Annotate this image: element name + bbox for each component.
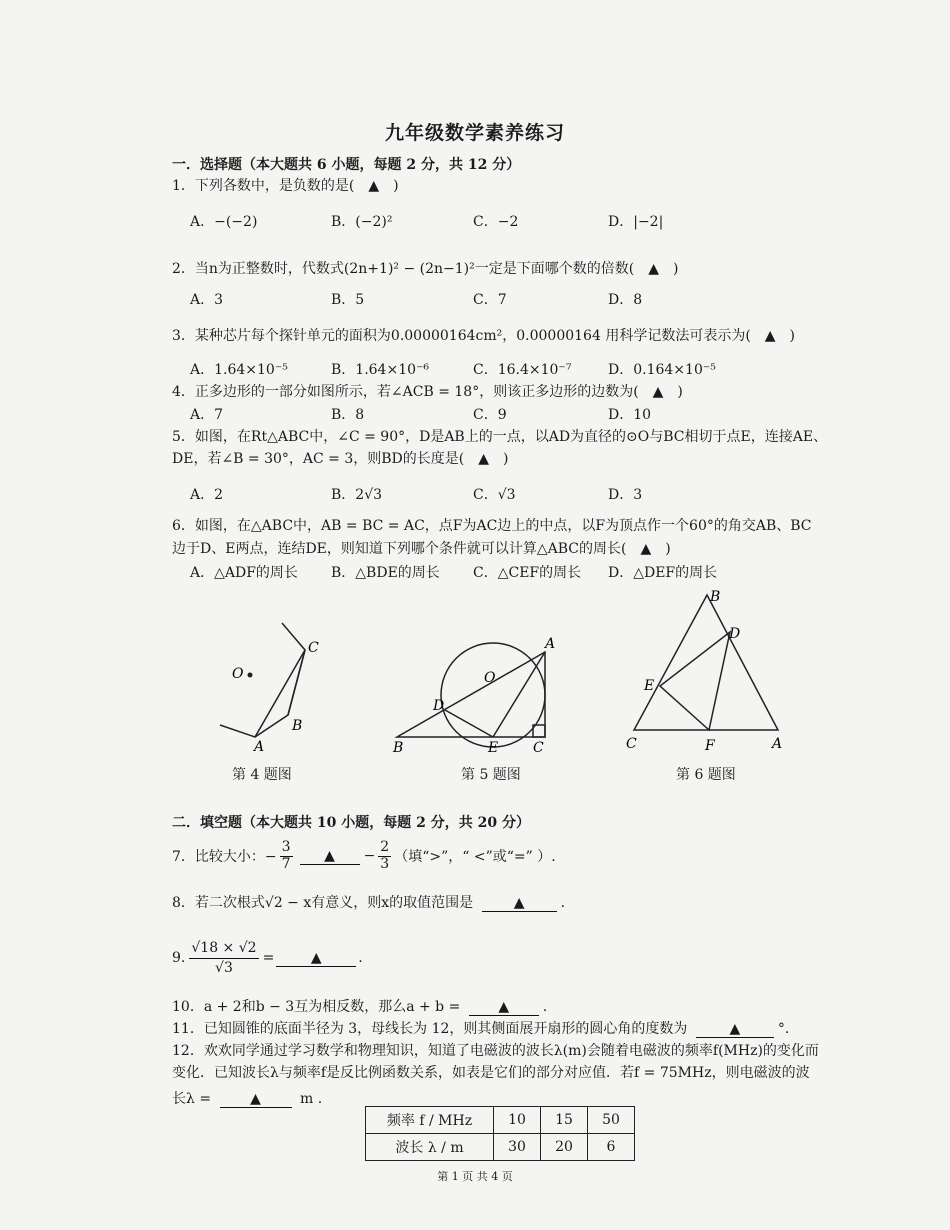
table-cell: 15 [541,1107,588,1134]
label-c: C [308,640,319,656]
q10-answer-blank[interactable]: ▲ [469,999,539,1016]
label-f: F [705,738,715,754]
section-1-heading: 一．选择题（本大题共 6 小题，每题 2 分，共 12 分） [172,157,521,173]
triangle-abc [634,595,778,730]
question-8 [172,892,565,912]
q12-prefix: 长λ = [172,1091,212,1107]
q11-answer-blank[interactable]: ▲ [696,1021,774,1038]
q4-option-d: D．10 [608,407,652,423]
label-b: B [292,718,303,734]
label-e: E [644,678,655,694]
q7-f1-denominator: 7 [281,855,291,872]
question-1-stem: 1．下列各数中，是负数的是( ▲ ) [172,178,399,194]
label-d: D [729,626,741,642]
q3-option-d: D．0.164×10⁻⁵ [608,362,716,378]
q9-denominator: √3 [215,959,233,976]
table-cell: 6 [588,1134,635,1161]
q2-option-b: B．5 [331,292,365,308]
page-title: 九年级数学素养练习 [384,122,565,144]
q2-option-d: D．8 [608,292,643,308]
q7-fraction-1 [280,840,293,872]
q6-option-c: C．△CEF的周长 [473,565,582,581]
q12-suffix: m . [299,1091,323,1107]
question-7 [172,836,556,876]
figure-5-diagram [385,600,570,755]
q6-option-a: A．△ADF的周长 [190,565,298,581]
label-a: A [772,736,783,752]
q3-option-c: C．16.4×10⁻⁷ [473,362,572,378]
q1-option-a: A．−(−2) [190,214,258,230]
table-row [366,1134,635,1161]
q3-option-b: B．1.64×10⁻⁶ [331,362,430,378]
question-6-stem-line2: 边于D、E两点，连结DE，则知道下列哪个条件就可以计算△ABC的周长( ▲ ) [172,541,671,557]
q8-answer-blank[interactable]: ▲ [482,895,557,912]
label-a: A [545,636,556,652]
q4-option-b: B．8 [331,407,365,423]
q2-option-c: C．7 [473,292,507,308]
label-b: B [393,740,404,755]
q5-option-b: B．2√3 [331,487,383,503]
q5-option-d: D．3 [608,487,643,503]
table-row-header: 波长 λ / m [366,1134,494,1161]
figure-4-diagram [210,615,340,755]
q7-minus: − [363,848,376,864]
label-o: O [232,666,244,682]
table-row [366,1107,635,1134]
table-cell: 20 [541,1134,588,1161]
q10-suffix: . [542,999,548,1015]
figure-6-diagram [620,585,795,755]
figure-5-caption: 第 5 题图 [461,767,521,783]
section-2-heading: 二．填空题（本大题共 10 小题，每题 2 分，共 20 分） [172,815,530,831]
q9-equals: = [262,950,275,966]
question-12-line2: 变化．已知波长λ与频率f是反比例函数关系，如表是它们的部分对应值．若f = 75MHz，则电磁波的波 [172,1065,810,1081]
q7-fraction-2 [378,840,391,872]
q11-suffix: °. [777,1021,790,1037]
q8-prefix: 8．若二次根式√2 − x有意义，则x的取值范围是 [172,895,474,911]
q10-prefix: 10．a + 2和b − 3互为相反数，那么a + b = [172,999,461,1015]
q6-option-b: B．△BDE的周长 [331,565,440,581]
q7-prefix: 7．比较大小：− [172,849,277,865]
q9-answer-blank[interactable]: ▲ [276,950,356,967]
label-c: C [626,736,637,752]
label-c: C [533,740,544,755]
circle-o [441,643,545,747]
q7-suffix: （填“>”，“ <”或“=” ）. [394,849,556,865]
q5-option-a: A．2 [190,487,224,503]
label-b: B [710,589,721,605]
label-e: E [488,740,499,755]
q7-answer-blank[interactable]: ▲ [300,848,360,865]
question-11 [172,1018,789,1038]
q4-option-a: A．7 [190,407,224,423]
q9-prefix: 9. [172,950,186,966]
question-5-stem-line2: DE，若∠B = 30°，AC = 3，则BD的长度是( ▲ ) [172,451,509,467]
table-row-header: 频率 f / MHz [366,1107,494,1134]
question-10 [172,996,547,1016]
question-5-stem-line1: 5．如图，在Rt△ABC中，∠C = 90°，D是AB上的一点，以AD为直径的⊙O与BC相切于点E，连接AE、 [172,429,828,445]
triangle-def [660,632,730,730]
question-6-stem-line1: 6．如图，在△ABC中，AB = BC = AC，点F为AC边上的中点，以F为顶点作一个60°的角交AB、BC [172,518,812,534]
figure-6-caption: 第 6 题图 [676,767,736,783]
q11-prefix: 11．已知圆锥的底面半径为 3，母线长为 12，则其侧面展开扇形的圆心角的度数为 [172,1021,688,1037]
page-footer: 第 1 页 共 4 页 [437,1170,513,1183]
q9-fraction [189,939,258,976]
segment-bc [288,650,305,715]
center-point-o [248,673,253,678]
q6-option-d: D．△DEF的周长 [608,565,718,581]
label-a: A [254,739,265,755]
q12-answer-blank[interactable]: ▲ [220,1091,292,1108]
frequency-wavelength-table [365,1106,635,1161]
table-cell: 30 [494,1134,541,1161]
q7-f2-numerator: 2 [380,839,390,856]
q9-numerator: √18 × √2 [189,939,258,958]
question-2-stem: 2．当n为正整数时，代数式(2n+1)² − (2n−1)²一定是下面哪个数的倍数( ▲ ) [172,261,679,277]
q7-f2-denominator: 3 [380,855,390,872]
question-3-stem: 3．某种芯片每个探针单元的面积为0.00000164cm²，0.00000164 用科学记数法可表示为( ▲ ) [172,328,796,344]
question-4-stem: 4．正多边形的一部分如图所示，若∠ACB = 18°，则该正多边形的边数为( ▲ ) [172,384,683,400]
q8-suffix: . [560,895,566,911]
table-cell: 50 [588,1107,635,1134]
q2-option-a: A．3 [190,292,224,308]
q4-option-c: C．9 [473,407,507,423]
q1-option-d: D．|−2| [608,214,664,230]
q5-option-c: C．√3 [473,487,516,503]
question-12-line1: 12．欢欢同学通过学习数学和物理知识，知道了电磁波的波长λ(m)会随着电磁波的频率f(MHz)的变化而 [172,1043,819,1059]
q3-option-a: A．1.64×10⁻⁵ [190,362,288,378]
label-o: O [484,670,496,686]
figure-4-caption: 第 4 题图 [232,767,292,783]
q1-option-b: B．(−2)² [331,214,393,230]
segment-de [445,710,493,737]
q1-option-c: C．−2 [473,214,519,230]
table-cell: 10 [494,1107,541,1134]
question-12-line3 [172,1088,322,1108]
label-d: D [433,698,445,714]
q9-suffix: . [358,950,363,966]
question-9 [172,935,363,981]
q7-f1-numerator: 3 [281,839,291,856]
